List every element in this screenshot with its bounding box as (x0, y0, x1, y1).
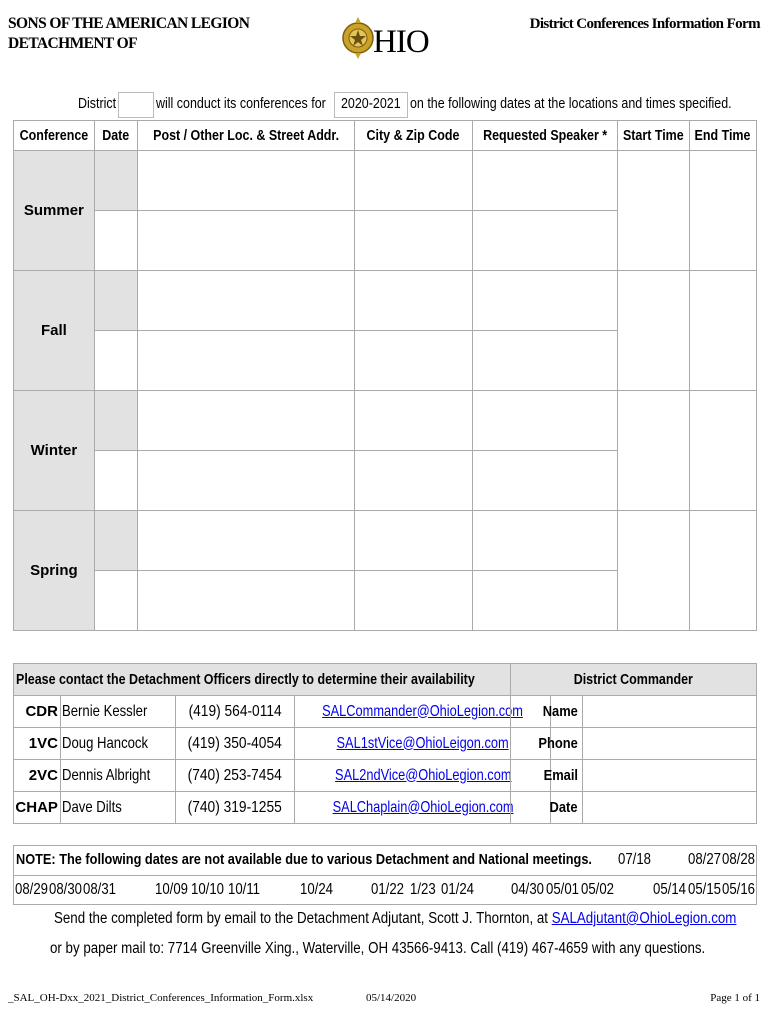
col-start-time: Start Time (617, 121, 689, 151)
commander-name-label: Name (511, 696, 583, 728)
officer-name: Doug Hancock (60, 728, 175, 760)
unavailable-date: 01/22 (371, 881, 404, 898)
officer-phone: (740) 253-7454 (175, 760, 294, 792)
ohio-legion-logo (341, 14, 431, 64)
org-line-1: SONS OF THE AMERICAN LEGION (8, 15, 250, 32)
commander-name-field[interactable] (582, 696, 756, 728)
speaker-cell[interactable] (472, 271, 617, 331)
season-fall: Fall (14, 271, 95, 391)
location-cell[interactable] (137, 571, 354, 631)
position-1vc: 1VC (14, 728, 61, 760)
conference-header-row (14, 121, 757, 151)
date-cell[interactable] (94, 331, 137, 391)
speaker-cell[interactable] (472, 211, 617, 271)
instructions-line-2: or by paper mail to: 7714 Greenville Xing., Waterville, OH 43566-9413. Call (419) 467-4659 with any questions. (50, 940, 706, 957)
location-cell[interactable] (137, 211, 354, 271)
unavailable-date: 10/24 (300, 881, 333, 898)
organization-name (8, 14, 249, 54)
unavailable-date: 10/09 (155, 881, 188, 898)
unavailable-date: 05/15 (688, 881, 721, 898)
season-spring: Spring (14, 511, 95, 631)
contacts-heading: Please contact the Detachment Officers directly to determine their availability (14, 664, 551, 696)
commander-date-label: Date (511, 792, 583, 824)
unavailable-date: 04/30 (511, 881, 544, 898)
unavailable-date: 01/24 (441, 881, 474, 898)
city-cell[interactable] (354, 391, 472, 451)
district-commander-table (510, 663, 757, 824)
commander-email-field[interactable] (582, 760, 756, 792)
city-cell[interactable] (354, 451, 472, 511)
location-cell[interactable] (137, 511, 354, 571)
note-text: NOTE: The following dates are not available due to various Detachment and National meetings. (16, 851, 592, 868)
speaker-cell[interactable] (472, 331, 617, 391)
unavailable-dates-note (13, 845, 757, 905)
end-time-cell[interactable] (689, 271, 756, 391)
footer-filename: _SAL_OH-Dxx_2021_District_Conferences_Information_Form.xlsx (8, 992, 314, 1004)
contact-row (14, 760, 551, 792)
start-time-cell[interactable] (617, 391, 689, 511)
year-field[interactable] (334, 92, 408, 118)
officer-contacts-table (13, 663, 551, 824)
start-time-cell[interactable] (617, 151, 689, 271)
end-time-cell[interactable] (689, 151, 756, 271)
city-cell[interactable] (354, 151, 472, 211)
logo-text: HIO (373, 24, 429, 60)
district-number-field[interactable] (118, 92, 154, 118)
intro-middle-text: will conduct its conferences for (156, 96, 326, 112)
date-cell[interactable] (94, 571, 137, 631)
officer-email-link[interactable]: SAL2ndVice@OhioLegion.com (295, 760, 551, 792)
col-location: Post / Other Loc. & Street Addr. (137, 121, 354, 151)
contact-row (14, 728, 551, 760)
commander-date-field[interactable] (582, 792, 756, 824)
location-cell[interactable] (137, 391, 354, 451)
unavailable-date: 10/10 (191, 881, 224, 898)
city-cell[interactable] (354, 571, 472, 631)
season-summer: Summer (14, 151, 95, 271)
contact-row (14, 696, 551, 728)
date-cell[interactable] (94, 511, 137, 571)
unavailable-date: 05/02 (581, 881, 614, 898)
date-cell[interactable] (94, 391, 137, 451)
speaker-cell[interactable] (472, 451, 617, 511)
city-cell[interactable] (354, 211, 472, 271)
date-cell[interactable] (94, 271, 137, 331)
unavailable-date: 10/11 (228, 881, 260, 898)
city-cell[interactable] (354, 511, 472, 571)
city-cell[interactable] (354, 331, 472, 391)
officer-email-link[interactable]: SAL1stVice@OhioLeigon.com (295, 728, 551, 760)
officer-name: Bernie Kessler (60, 696, 175, 728)
conference-table (13, 120, 757, 631)
end-time-cell[interactable] (689, 391, 756, 511)
legion-emblem-icon (341, 14, 375, 62)
unavailable-date: 1/23 (410, 881, 436, 898)
speaker-cell[interactable] (472, 391, 617, 451)
city-cell[interactable] (354, 271, 472, 331)
unavailable-date: 05/01 (546, 881, 579, 898)
officer-name: Dennis Albright (60, 760, 175, 792)
officer-phone: (419) 350-4054 (175, 728, 294, 760)
end-time-cell[interactable] (689, 511, 756, 631)
commander-phone-label: Phone (511, 728, 583, 760)
instructions-line-1 (54, 910, 736, 928)
speaker-cell[interactable] (472, 151, 617, 211)
conference-row-spring (14, 511, 757, 571)
year-value: 2020-2021 (341, 96, 401, 112)
location-cell[interactable] (137, 331, 354, 391)
officer-email-link[interactable]: SALCommander@OhioLegion.com (295, 696, 551, 728)
unavailable-date: 08/30 (49, 881, 82, 898)
officer-phone: (419) 564-0114 (175, 696, 294, 728)
officer-name: Dave Dilts (60, 792, 175, 824)
district-label: District (78, 96, 117, 112)
commander-email-label: Email (511, 760, 583, 792)
col-city-zip: City & Zip Code (354, 121, 472, 151)
commander-heading: District Commander (511, 664, 757, 696)
position-chap: CHAP (14, 792, 61, 824)
org-line-2: DETACHMENT OF (8, 35, 137, 52)
unavailable-date: 08/27 (688, 851, 721, 868)
season-winter: Winter (14, 391, 95, 511)
officer-email-link[interactable]: SALChaplain@OhioLegion.com (295, 792, 551, 824)
date-cell[interactable] (94, 211, 137, 271)
col-conference: Conference (14, 121, 95, 151)
unavailable-date: 08/31 (83, 881, 116, 898)
location-cell[interactable] (137, 271, 354, 331)
date-cell[interactable] (94, 451, 137, 511)
col-speaker: Requested Speaker * (472, 121, 617, 151)
conference-row-winter (14, 391, 757, 451)
instructions-email-prefix: Send the completed form by email to the Detachment Adjutant, Scott J. Thornton, at (54, 910, 548, 927)
speaker-cell[interactable] (472, 571, 617, 631)
location-cell[interactable] (137, 151, 354, 211)
footer-page-number: Page 1 of 1 (710, 992, 760, 1004)
contact-row (14, 792, 551, 824)
position-cdr: CDR (14, 696, 61, 728)
commander-phone-field[interactable] (582, 728, 756, 760)
start-time-cell[interactable] (617, 271, 689, 391)
adjutant-email-link[interactable]: SALAdjutant@OhioLegion.com (551, 910, 737, 927)
unavailable-date: 08/28 (722, 851, 755, 868)
form-title: District Conferences Information Form (529, 16, 760, 32)
officer-phone: (740) 319-1255 (175, 792, 294, 824)
unavailable-date: 08/29 (15, 881, 48, 898)
unavailable-date: 05/16 (722, 881, 755, 898)
location-cell[interactable] (137, 451, 354, 511)
speaker-cell[interactable] (472, 511, 617, 571)
footer-date: 05/14/2020 (366, 992, 417, 1004)
unavailable-date: 07/18 (618, 851, 651, 868)
intro-end-text: on the following dates at the locations and times specified. (410, 96, 732, 112)
position-2vc: 2VC (14, 760, 61, 792)
conference-row-summer (14, 151, 757, 211)
conference-row-fall (14, 271, 757, 331)
start-time-cell[interactable] (617, 511, 689, 631)
date-cell[interactable] (94, 151, 137, 211)
col-end-time: End Time (689, 121, 756, 151)
col-date: Date (94, 121, 137, 151)
unavailable-date: 05/14 (653, 881, 686, 898)
